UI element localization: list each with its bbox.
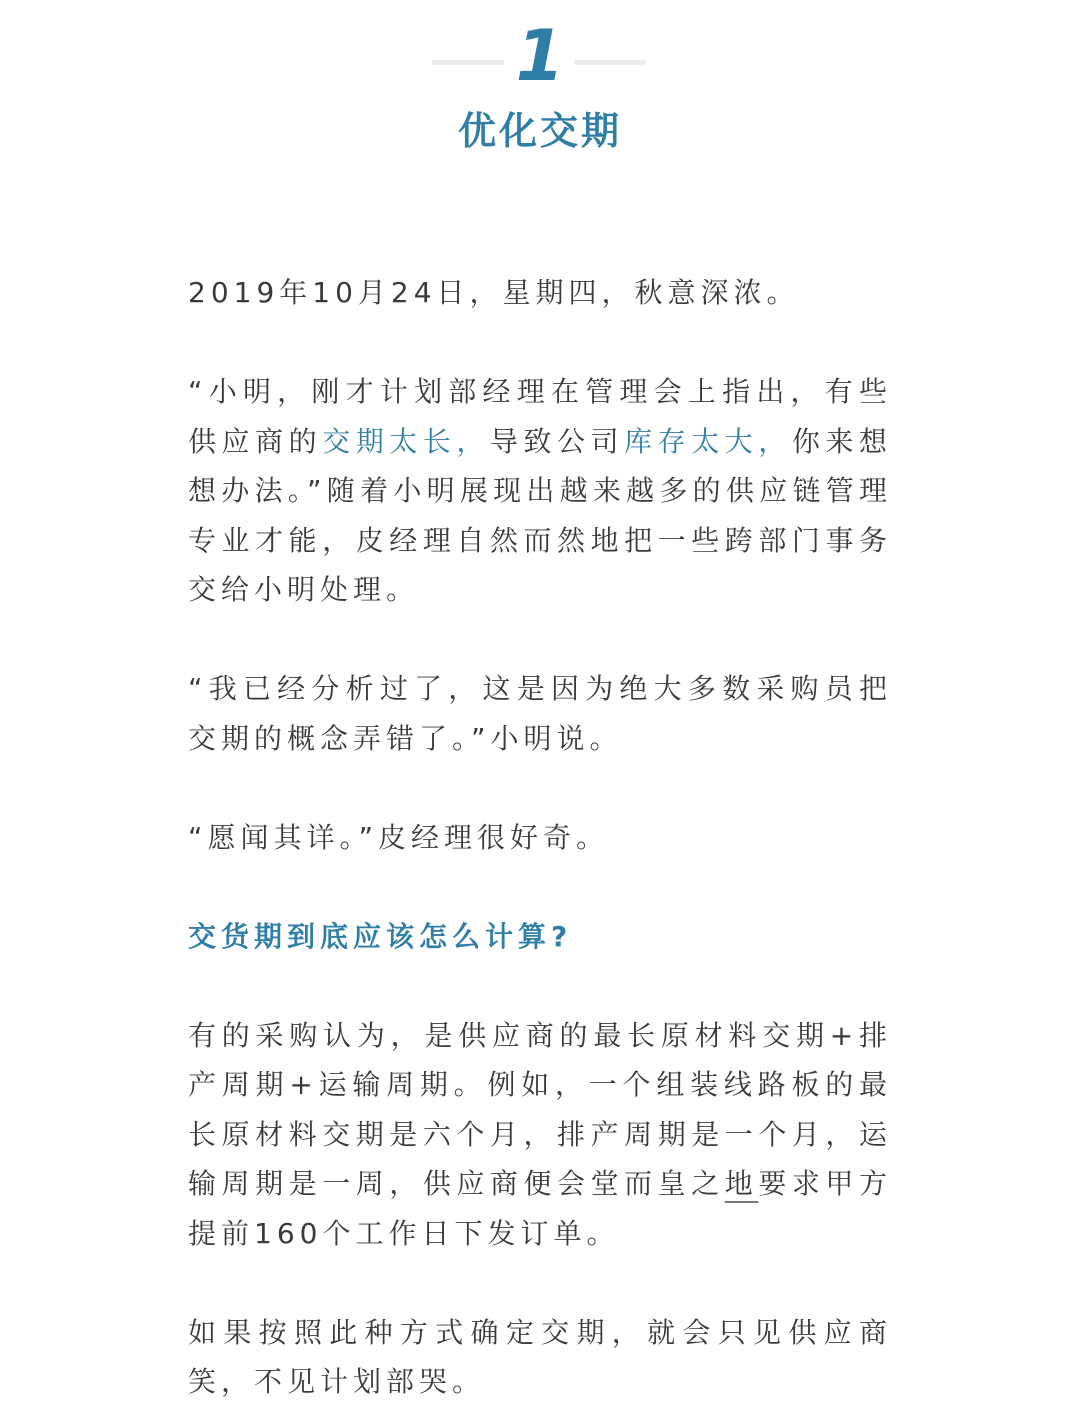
paragraph-dialogue-2: “我已经分析过了，这是因为绝大多数采购员把交期的概念弄错了。”小明说。 bbox=[188, 672, 892, 755]
paragraph-text: 你来想想办法。”随着小明展现出越来越多的供应链管理专业才能，皮经理自然而然地把一些跨部门事务交给小明处理。 bbox=[188, 424, 892, 606]
paragraph-date: 2019年10月24日，星期四，秋意深浓。 bbox=[188, 276, 800, 309]
underlined-word: 地 bbox=[724, 1167, 759, 1200]
paragraph-text: “小明，刚才计划部经理在管理会上指出，有些供应商的 bbox=[188, 375, 892, 458]
highlight-long-lead-time: 交期太长， bbox=[322, 424, 490, 458]
header-rule-right bbox=[574, 60, 646, 65]
chapter-header bbox=[0, 15, 1080, 162]
paragraph-dialogue-3: “愿闻其详。”皮经理很好奇。 bbox=[188, 820, 610, 854]
subheading: 交货期到底应该怎么计算? bbox=[188, 919, 573, 953]
paragraph-dialogue-1 bbox=[188, 367, 892, 615]
article-body bbox=[188, 268, 892, 1407]
paragraph-text: 要求甲方提前160个工作日下发订单。 bbox=[188, 1167, 892, 1250]
section-title: 优化交期 bbox=[457, 109, 622, 153]
paragraph-text: 导致公司 bbox=[489, 424, 625, 458]
paragraph-example bbox=[188, 1011, 892, 1259]
header-rule-left bbox=[432, 60, 504, 65]
highlight-high-inventory: 库存太大， bbox=[624, 424, 792, 458]
paragraph-text: 有的采购认为，是供应商的最长原材料交期+排产周期+运输周期。例如，一个组装线路板的最长原材料交期是六个月，排产周期是一个月，运输周期是一周，供应商便会堂而皇之 bbox=[188, 1018, 892, 1200]
chapter-number: 1 bbox=[515, 15, 565, 97]
paragraph-conclusion: 如果按照此种方式确定交期，就会只见供应商笑，不见计划部哭。 bbox=[188, 1315, 892, 1398]
